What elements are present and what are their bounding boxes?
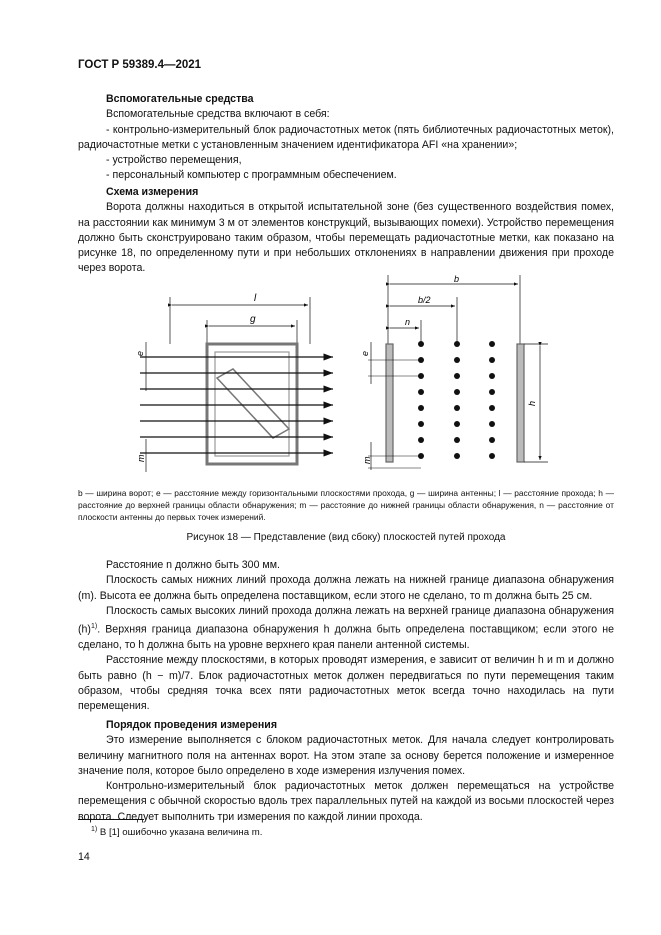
aux-item-3: - персональный компьютер с программным обеспечением. bbox=[106, 169, 397, 182]
procedure-p1: Это измерение выполняется с блоком радиочастотных меток. Для начала следует контролировать величину магнитного поля на антеннах ворот. На этом этапе за основу берется положение и измеренное значение поля, которое было определено в ходе измерения излучения помех. bbox=[78, 734, 614, 777]
dimension-b2 bbox=[390, 295, 457, 342]
aux-item-1: - контрольно-измерительный блок радиочастотных меток (пять библиотечных радиочастотных меток), радиочастотные метки с установленным значением идентификатора AFI «на хранении»; bbox=[78, 123, 614, 151]
figure-18-diagram bbox=[100, 272, 570, 472]
scheme-paragraph: Ворота должны находиться в открытой испытательной зоне (без существенного воздействия помех, на расстоянии как минимум 3 м от элементов конструкций, вызывающих помехи). Устройство перемещения должно быть сконструировано таким образом, чтобы перемещать радиочастотные метки, как показано на рисунке 18, по определенному пути и при небольших отклонениях в направлении движения при проходе через ворота. bbox=[78, 201, 614, 275]
label-e: e bbox=[135, 350, 145, 356]
label-m-right: m bbox=[362, 456, 372, 464]
aux-item-2: - устройство перемещения, bbox=[106, 154, 242, 167]
dimension-e-left bbox=[135, 342, 146, 391]
label-b2: b/2 bbox=[418, 295, 431, 305]
footnote-text: В [1] ошибочно указана величина m. bbox=[99, 827, 263, 839]
procedure-section bbox=[78, 718, 614, 825]
dimension-g bbox=[207, 314, 297, 352]
dimension-h bbox=[524, 344, 548, 462]
footnote-separator bbox=[78, 819, 144, 820]
body-p1: Расстояние n должно быть 300 мм. bbox=[106, 559, 280, 571]
dimension-b bbox=[388, 274, 520, 344]
antenna-panel-left bbox=[386, 344, 393, 462]
procedure-p2: Контрольно-измерительный блок радиочастотных меток должен перемещаться на устройстве перемещения с обычной скоростью вдоль трех параллельных путей на каждой из восьми плоскостей через ворота. Следует выполнить три измерения по каждой линии прохода. bbox=[78, 780, 614, 823]
dimension-l bbox=[170, 293, 310, 344]
figure-title: Рисунок 18 — Представление (вид сбоку) плоскостей путей прохода bbox=[186, 532, 506, 543]
figure-legend: b — ширина ворот; e — расстояние между горизонтальными плоскостями прохода, g — ширина антенны; l — расстояние прохода; h — расстояние до верхней границы области обнаружения; m — расстояние до нижней границы области обнаружения, n — расстояние от плоскости антенны до первых точек измерений. bbox=[78, 488, 614, 522]
aux-section bbox=[78, 92, 614, 184]
antenna-panel-right bbox=[517, 344, 524, 462]
dimension-m-left bbox=[136, 439, 146, 472]
scheme-section bbox=[78, 185, 614, 277]
scheme-heading: Схема измерения bbox=[106, 186, 199, 198]
aux-intro: Вспомогательные средства включают в себя: bbox=[106, 108, 330, 121]
label-h: h bbox=[527, 400, 537, 406]
footnote-ref: 1) bbox=[90, 623, 98, 631]
pass-lines bbox=[140, 357, 333, 453]
body-p3-part-a: Плоскость самых высоких линий прохода должна лежать на верхней границе диапазона обнаружения (h) bbox=[78, 604, 614, 636]
label-g: g bbox=[250, 314, 256, 325]
label-b: b bbox=[454, 274, 460, 284]
body-section bbox=[78, 558, 614, 715]
footnote bbox=[91, 826, 262, 838]
body-p3 bbox=[78, 604, 614, 653]
label-n: n bbox=[405, 317, 411, 327]
body-p3-part-b: . Верхняя граница диапазона обнаружения h должна быть определена поставщиком; если этого не сделано, то h должна быть на уровне верхнего края панели антенной системы. bbox=[78, 623, 614, 652]
page-number: 14 bbox=[78, 851, 90, 863]
body-p4: Расстояние между плоскостями, в которых проводят измерения, e зависит от величин h и m и должно быть равно (h − m)/7. Блок радиочастотных меток должен передвигаться по пути перемещения таким образом, чтобы средняя точка всех пяти радиочастотных меток всегда точно находилась на пути перемещения. bbox=[78, 654, 614, 713]
aux-heading: Вспомогательные средства bbox=[106, 93, 254, 105]
dimension-n bbox=[390, 317, 421, 342]
measurement-points bbox=[418, 341, 495, 459]
procedure-heading: Порядок проведения измерения bbox=[106, 719, 277, 731]
label-m: m bbox=[136, 454, 146, 462]
body-p2: Плоскость самых нижних линий прохода должна лежать на нижней границе диапазона обнаружения (m). Высота ее должна быть определена поставщиком, если этого не сделано, то m должна быть 25 см. bbox=[78, 574, 614, 602]
footnote-mark: 1) bbox=[91, 826, 98, 833]
document-header: ГОСТ Р 59389.4—2021 bbox=[78, 59, 202, 71]
antenna-frame bbox=[207, 344, 297, 464]
label-e-right: e bbox=[360, 350, 370, 356]
label-l: l bbox=[254, 293, 257, 304]
